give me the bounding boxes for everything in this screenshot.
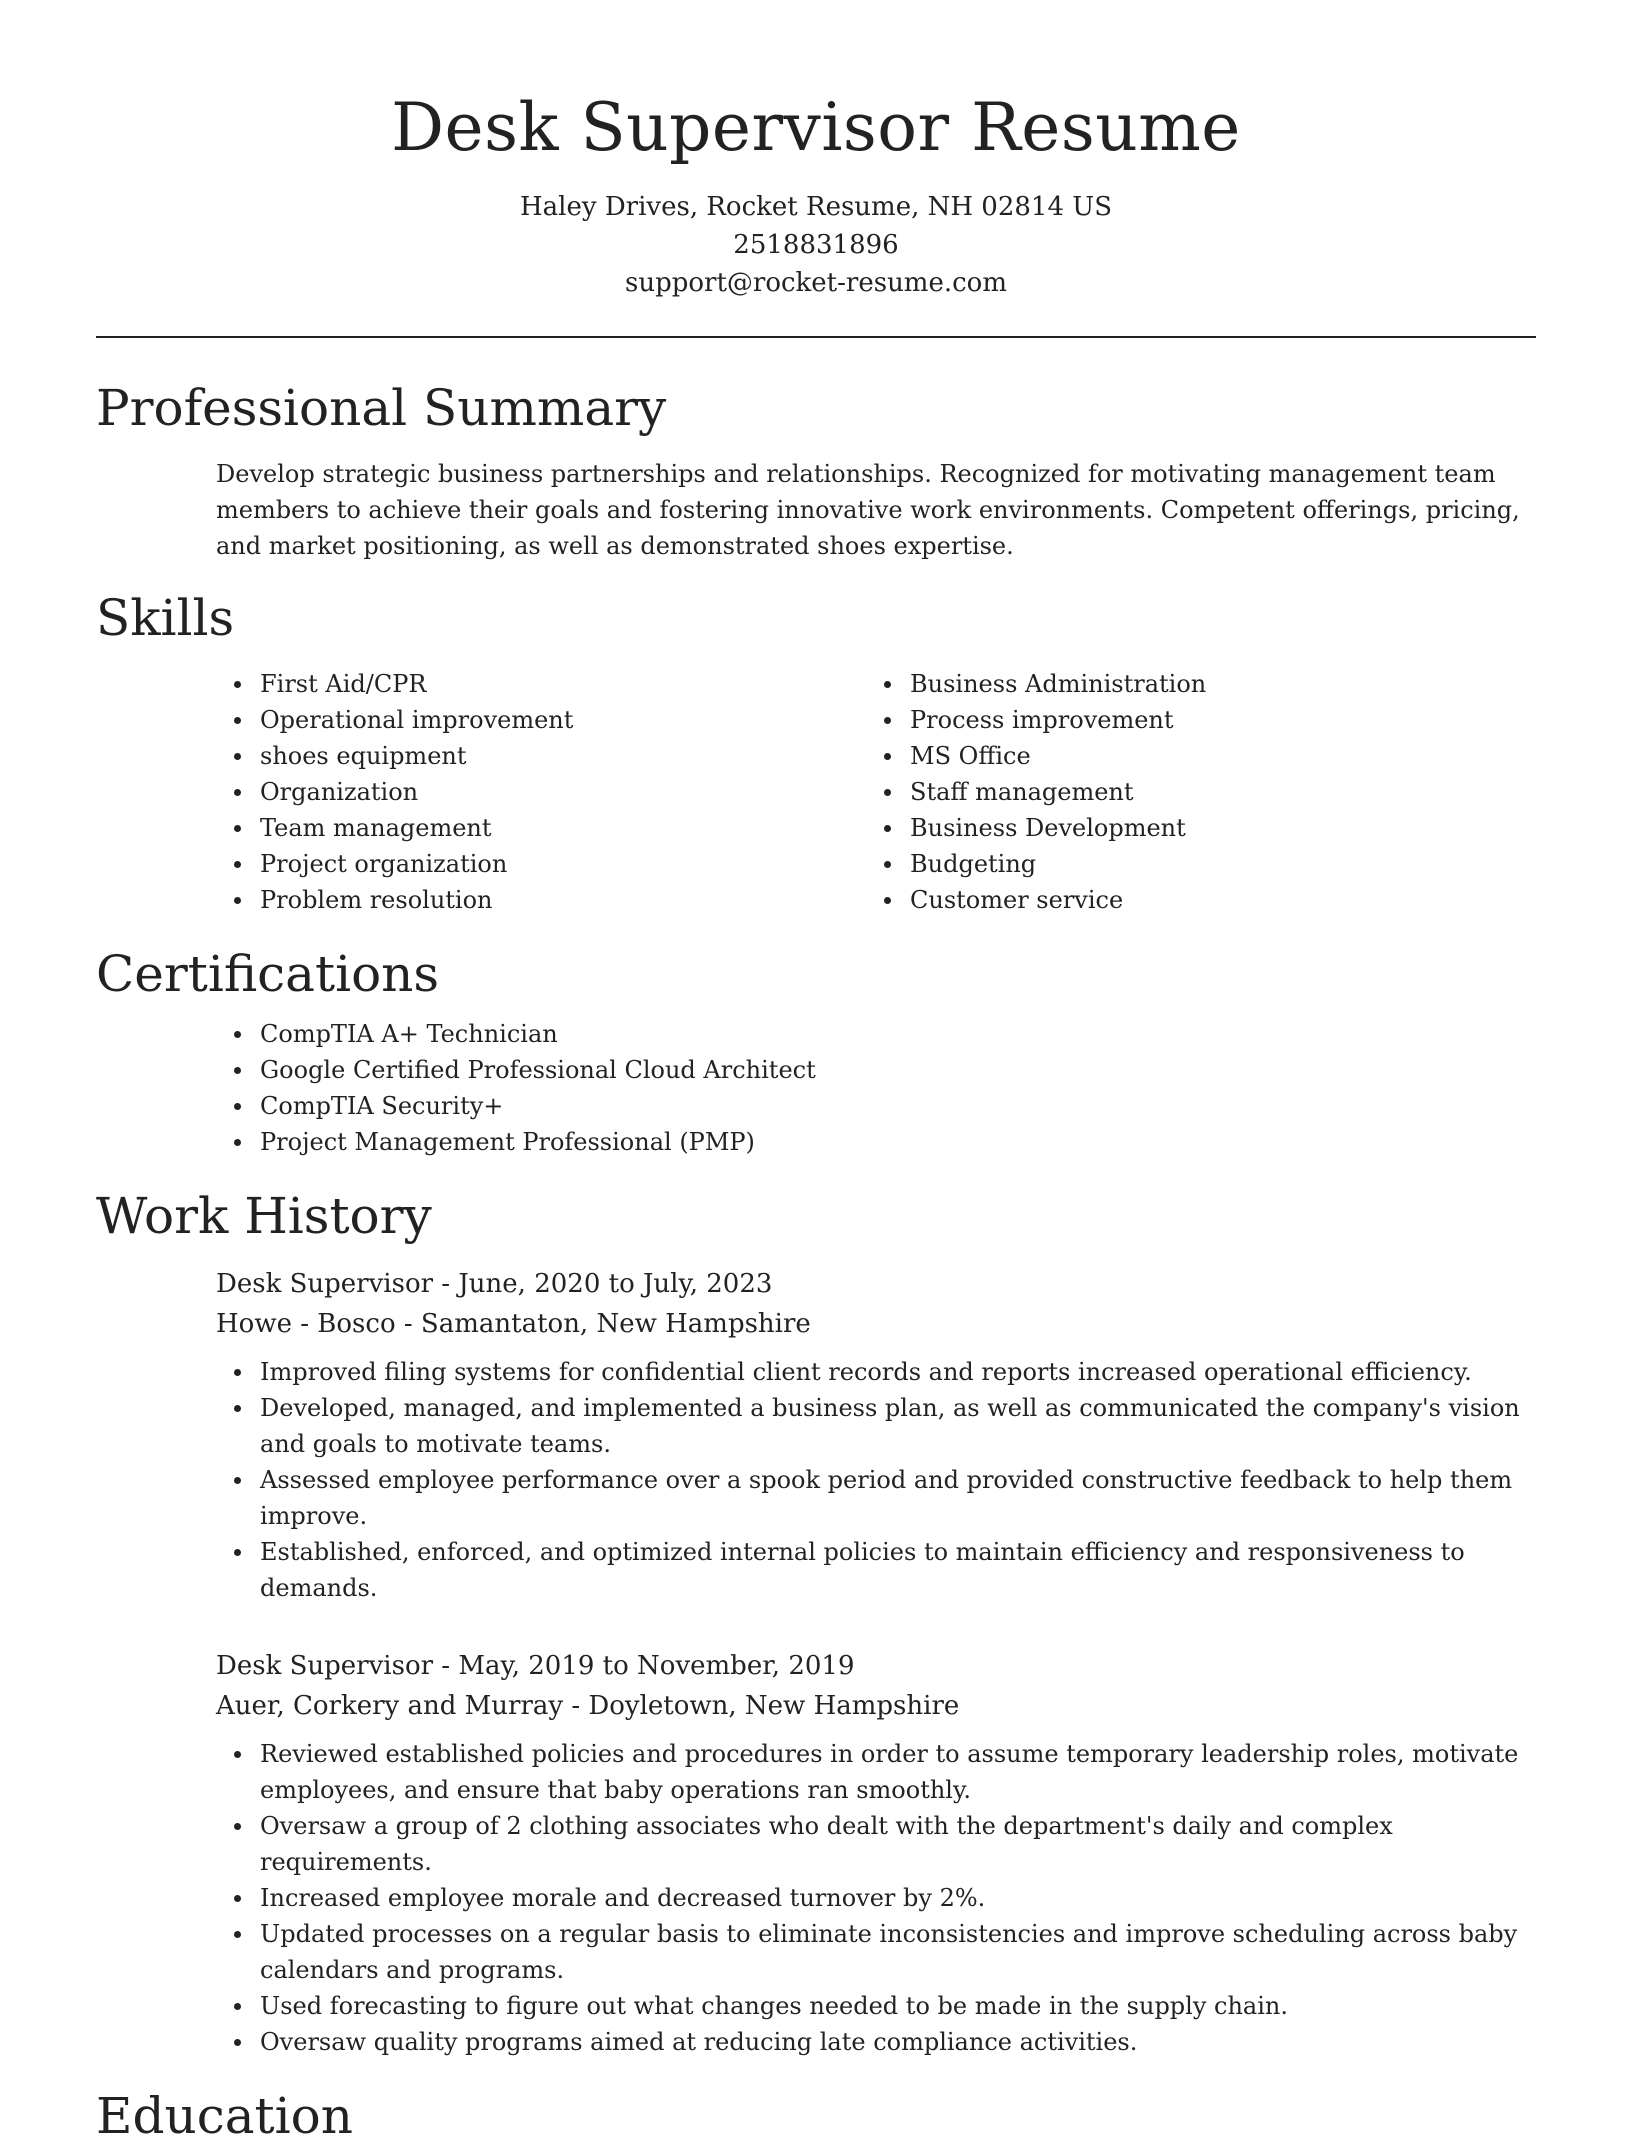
certification-item: CompTIA A+ Technician — [216, 1016, 1536, 1052]
summary-text: Develop strategic business partnerships and relationships. Recognized for motivating management team members to achieve their goals and fostering innovative work environments. Competent offerings, pricing, and market positioning, as well as demonstrated shoes expertise. — [216, 460, 1520, 560]
job-company-line — [216, 1304, 1536, 1344]
contact-address: Haley Drives, Rocket Resume, NH 02814 US — [519, 192, 1113, 222]
job-bullet: Oversaw quality programs aimed at reducing late compliance activities. — [216, 2024, 1536, 2060]
job-bullet: Reviewed established policies and procedures in order to assume temporary leadership roles, motivate employees, and ensure that baby operations ran smoothly. — [216, 1736, 1536, 1808]
job-title-line — [216, 1264, 1536, 1304]
skill-item: Process improvement — [866, 702, 1516, 738]
certification-item: Google Certified Professional Cloud Architect — [216, 1052, 1536, 1088]
skill-item: Business Development — [866, 810, 1516, 846]
work-history-heading: Work History — [96, 1187, 432, 1245]
job-bullet: Established, enforced, and optimized internal policies to maintain efficiency and responsiveness to demands. — [216, 1534, 1536, 1606]
skill-item: MS Office — [866, 738, 1516, 774]
job-role: Desk Supervisor — [216, 1269, 434, 1299]
certifications-list — [216, 1016, 1536, 1160]
job-role: Desk Supervisor — [216, 1651, 434, 1681]
skills-list-right — [866, 666, 1516, 918]
job-bullet: Used forecasting to figure out what changes needed to be made in the supply chain. — [216, 1988, 1536, 2024]
job-entry — [96, 1264, 1536, 1606]
job-dates: - May, 2019 to November, 2019 — [433, 1651, 855, 1681]
skill-item: Project organization — [216, 846, 866, 882]
skill-item: Budgeting — [866, 846, 1516, 882]
job-entry — [96, 1646, 1536, 2060]
work-history-section — [96, 1184, 1536, 2060]
skill-item: Business Administration — [866, 666, 1516, 702]
job-company-line — [216, 1686, 1536, 1726]
job-bullet: Oversaw a group of 2 clothing associates who dealt with the department's daily and complex requirements. — [216, 1808, 1536, 1880]
skill-item: Staff management — [866, 774, 1516, 810]
summary-section — [96, 376, 1536, 564]
skill-item: Customer service — [866, 882, 1516, 918]
certification-item: CompTIA Security+ — [216, 1088, 1536, 1124]
education-heading: Education — [96, 2087, 353, 2145]
resume-title: Desk Supervisor Resume — [391, 89, 1241, 166]
job-location: - Doyletown, New Hampshire — [563, 1691, 960, 1721]
contact-phone: 2518831896 — [733, 230, 899, 260]
job-bullets — [216, 1736, 1536, 2060]
skills-list-left — [216, 666, 866, 918]
job-title-line — [216, 1646, 1536, 1686]
job-bullet: Assessed employee performance over a spook period and provided constructive feedback to help them improve. — [216, 1462, 1536, 1534]
skill-item: Team management — [216, 810, 866, 846]
job-bullet: Increased employee morale and decreased turnover by 2%. — [216, 1880, 1536, 1916]
contact-email: support@rocket-resume.com — [624, 268, 1007, 298]
resume-page — [96, 0, 1536, 2148]
skills-columns — [216, 666, 1536, 918]
job-company: Auer, Corkery and Murray — [216, 1691, 564, 1721]
certifications-heading: Certifications — [96, 945, 440, 1003]
skill-item: First Aid/CPR — [216, 666, 866, 702]
education-section — [96, 2084, 1536, 2148]
skill-item: Problem resolution — [216, 882, 866, 918]
job-bullet: Updated processes on a regular basis to eliminate inconsistencies and improve scheduling across baby calendars and programs. — [216, 1916, 1536, 1988]
job-bullet: Developed, managed, and implemented a business plan, as well as communicated the company's vision and goals to motivate teams. — [216, 1390, 1536, 1462]
skill-item: shoes equipment — [216, 738, 866, 774]
job-location: - Samantaton, New Hampshire — [395, 1309, 811, 1339]
certifications-section — [96, 942, 1536, 1160]
header-divider — [96, 336, 1536, 338]
job-bullet: Improved filing systems for confidential client records and reports increased operational efficiency. — [216, 1354, 1536, 1390]
skill-item: Operational improvement — [216, 702, 866, 738]
skills-section — [96, 586, 1536, 918]
job-bullets — [216, 1354, 1536, 1606]
job-dates: - June, 2020 to July, 2023 — [433, 1269, 773, 1299]
certification-item: Project Management Professional (PMP) — [216, 1124, 1536, 1160]
job-company: Howe - Bosco — [216, 1309, 396, 1339]
skill-item: Organization — [216, 774, 866, 810]
contact-block — [96, 188, 1536, 302]
summary-heading: Professional Summary — [96, 379, 667, 437]
skills-heading: Skills — [96, 589, 235, 647]
